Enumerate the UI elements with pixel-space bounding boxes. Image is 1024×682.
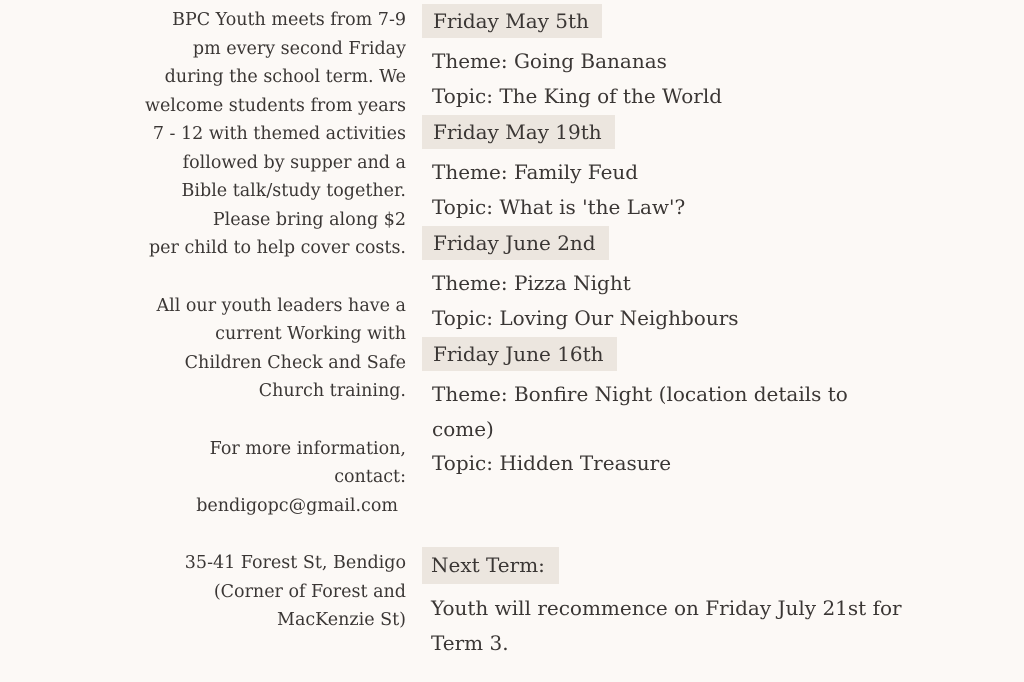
event-date-tag: Friday June 16th [422, 337, 617, 371]
contact-label: For more information, contact: [209, 438, 406, 487]
event-details [422, 155, 982, 224]
event-item [422, 115, 982, 224]
event-topic: Topic: What is 'the Law'? [432, 194, 686, 219]
info-column [90, 6, 406, 635]
address-text: 35-41 Forest St, Bendigo (Corner of Forest and MacKenzie St) [184, 553, 406, 630]
event-date-tag: Friday June 2nd [422, 226, 609, 260]
contact-email: bendigopc@gmail.com [196, 495, 398, 516]
intro-paragraph: BPC Youth meets from 7-9 pm every second Friday during the school term. We welcome students from years 7 - 12 with themed activities followed by supper and a Bible talk/study together. Please bring along $2 per child to help cover costs. [144, 10, 406, 258]
spacer [90, 263, 406, 292]
event-theme: Theme: Going Bananas [432, 49, 667, 73]
event-topic: Topic: The King of the World [432, 83, 723, 108]
event-topic: Topic: Loving Our Neighbours [432, 305, 739, 330]
event-details [422, 266, 982, 335]
spacer [90, 520, 406, 549]
spacer [90, 406, 406, 435]
next-term-heading: Next Term: [422, 547, 559, 584]
event-theme: Theme: Family Feud [432, 160, 639, 184]
event-item [422, 226, 982, 335]
event-theme: Theme: Bonfire Night (location details to come) [432, 382, 848, 441]
schedule-column [422, 4, 982, 483]
event-topic: Topic: Hidden Treasure [432, 451, 672, 475]
event-details [422, 377, 982, 481]
next-term-text: Youth will recommence on Friday July 21st for Term 3. [431, 596, 902, 655]
event-date-tag: Friday May 5th [422, 4, 602, 38]
event-date-tag: Friday May 19th [422, 115, 615, 149]
leaders-paragraph: All our youth leaders have a current Working with Children Check and Safe Church training. [156, 295, 406, 401]
event-item [422, 337, 982, 481]
event-details [422, 44, 982, 113]
event-theme: Theme: Pizza Night [432, 271, 631, 295]
next-term-section [422, 547, 982, 660]
event-item [422, 4, 982, 113]
